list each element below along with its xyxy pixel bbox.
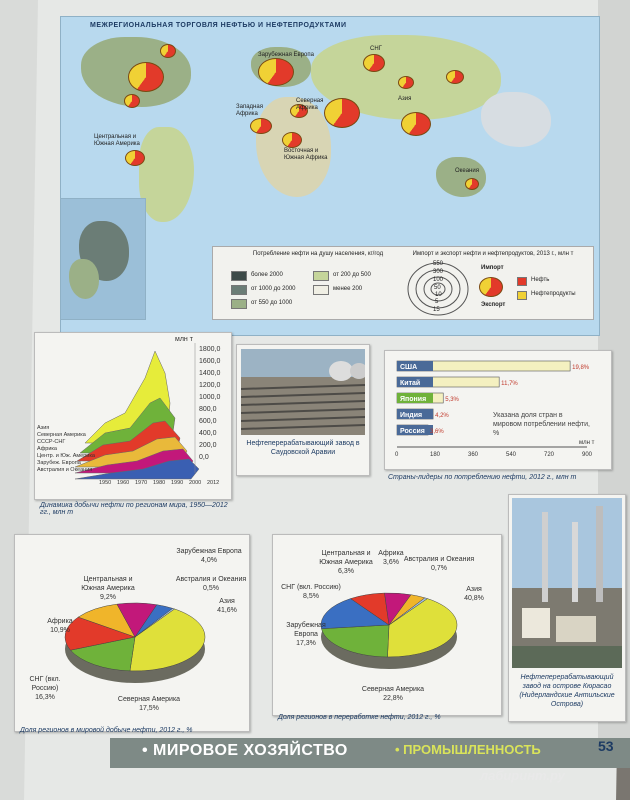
tc-axis-1: 180 xyxy=(430,452,441,458)
prod-ytick-7: 400,0 xyxy=(199,430,217,437)
footer-section: • МИРОВОЕ ХОЗЯЙСТВО xyxy=(142,742,348,759)
legend-swatch-1 xyxy=(231,271,247,281)
prod-region-4: Центр. и Юж. Америка xyxy=(37,453,95,459)
refinery-photo-curacao xyxy=(512,498,622,668)
prod-ytick-2: 1400,0 xyxy=(199,370,221,377)
pie1-caption: Доля регионов в мировой добыче нефти, 2012 г., % xyxy=(20,727,193,734)
pie-oceania xyxy=(465,178,479,190)
oil-label: Нефть xyxy=(531,277,550,283)
legend-pie-icon xyxy=(479,277,503,297)
scale-300: 300 xyxy=(433,269,444,275)
import-label: Импорт xyxy=(481,265,504,271)
legend-label-2: от 1000 до 2000 xyxy=(251,286,296,292)
pie-canada xyxy=(160,44,176,58)
legend-swatch-3 xyxy=(231,299,247,309)
oil-swatch xyxy=(517,277,527,286)
consumer-label-0: США xyxy=(400,364,418,371)
region-label-europe: Зарубежная Европа xyxy=(258,52,314,58)
legend-title-trade: Импорт и экспорт нефти и нефтепродуктов, 2013 г., млн т xyxy=(412,251,574,257)
prod-ytick-5: 800,0 xyxy=(199,406,217,413)
legend-swatch-2 xyxy=(231,285,247,295)
pie1-label-oceania: Австралия и Океания 0,5% xyxy=(175,576,247,592)
region-label-south-america: Центральная и Южная Америка xyxy=(94,134,140,147)
prod-region-1: Северная Америка xyxy=(37,432,86,438)
consumer-label-2: Япония xyxy=(400,396,427,403)
prod-ytick-9: 0,0 xyxy=(199,454,209,461)
photo2-card xyxy=(508,494,626,722)
australia xyxy=(436,157,486,197)
pie-north-america xyxy=(128,62,164,92)
top-consumers-card xyxy=(384,350,612,470)
pie-mexico xyxy=(124,94,140,108)
tc-axis-5: 900 xyxy=(582,452,593,458)
pie-china xyxy=(398,76,414,89)
europe-inset-map xyxy=(60,198,146,320)
prod-region-2: СССР-СНГ xyxy=(37,439,66,445)
pie1-card xyxy=(14,534,250,732)
top-consumers-bar-chart xyxy=(385,351,611,469)
top-consumers-note: Указана доля стран в мировом потреблении нефти, % xyxy=(493,412,590,437)
production-chart-card xyxy=(34,332,232,500)
prod-region-6: Австралия и Океания xyxy=(37,467,93,473)
pie2-label-africa: Африка 3,6% xyxy=(378,550,404,566)
pie2-caption: Доля регионов в переработке нефти, 2012 г., % xyxy=(278,714,441,721)
pie-cis xyxy=(363,54,385,72)
pie1-label-asia: Азия 41,6% xyxy=(217,598,237,614)
prod-ytick-3: 1200,0 xyxy=(199,382,221,389)
pie2-label-asia: Азия 40,8% xyxy=(464,586,484,602)
region-label-cis: СНГ xyxy=(370,46,382,52)
tc-axis-2: 360 xyxy=(468,452,479,458)
consumer-share-4: 3,6% xyxy=(430,429,444,435)
legend-label-1: более 2000 xyxy=(251,272,283,278)
scale-15: 15 xyxy=(433,307,440,313)
top-consumers-caption: Страны-лидеры по потреблению нефти, 2012 г., млн т xyxy=(388,474,577,481)
pie1-label-europe: Зарубежная Европа 4,0% xyxy=(176,548,242,564)
tc-axis-3: 540 xyxy=(506,452,517,458)
prod-xtick-2: 1970 xyxy=(135,480,148,486)
pie-west-africa xyxy=(250,118,272,134)
pie-asia xyxy=(401,112,431,136)
products-swatch xyxy=(517,291,527,300)
pie2-label-europe: Зарубежная Европа 17,3% xyxy=(286,622,326,647)
legend-title-consumption: Потребление нефти на душу населения, кг/год xyxy=(252,251,384,257)
scale-10: 10 xyxy=(435,292,442,298)
scale-5: 5 xyxy=(435,299,439,305)
photo2-caption: Нефтеперерабатывающий завод на острове Кюрасао (Нидерландские Антильские Острова) xyxy=(519,674,615,708)
pie1-label-namerica: Северная Америка 17,5% xyxy=(117,696,181,712)
prod-ytick-4: 1000,0 xyxy=(199,394,221,401)
consumer-label-4: Россия xyxy=(400,428,425,435)
pie-europe xyxy=(258,58,294,86)
photo1-caption: Нефтеперерабатывающий завод в Саудовской Аравии xyxy=(246,440,360,456)
pie2-card xyxy=(272,534,502,716)
scale-550: 550 xyxy=(433,261,444,267)
region-label-oceania: Океания xyxy=(455,168,479,174)
pie1-label-africa: Африка 10,9% xyxy=(47,618,73,634)
consumer-label-3: Индия xyxy=(400,412,423,419)
pie1-label-cis: СНГ (вкл. Россию) 16,3% xyxy=(29,676,61,701)
prod-ytick-6: 600,0 xyxy=(199,418,217,425)
refinery-photo-saudi xyxy=(241,349,365,435)
legend-label-4: от 200 до 500 xyxy=(333,272,371,278)
prod-region-0: Азия xyxy=(37,425,50,431)
prod-region-5: Зарубеж. Европа xyxy=(37,460,81,466)
region-label-east-africa: Восточная и Южная Африка xyxy=(284,148,328,161)
map-title: МЕЖРЕГИОНАЛЬНАЯ ТОРГОВЛЯ НЕФТЬЮ И НЕФТЕПРОДУКТАМИ xyxy=(90,22,347,29)
products-label: Нефтепродукты xyxy=(531,291,576,297)
region-label-north-africa: Северная Африка xyxy=(296,98,324,111)
consumer-share-1: 11,7% xyxy=(501,381,518,387)
pie2-label-namerica: Северная Америка 22,8% xyxy=(361,686,425,702)
export-label: Экспорт xyxy=(481,302,506,308)
scale-100: 100 xyxy=(433,277,444,283)
consumer-share-3: 4,2% xyxy=(435,413,449,419)
photo1-card xyxy=(236,344,370,476)
legend-label-3: от 550 до 1000 xyxy=(251,300,293,306)
top-consumers-unit: млн т xyxy=(579,440,595,446)
pie2-label-cis: СНГ (вкл. Россию) 8,5% xyxy=(281,584,341,600)
region-label-west-africa: Западная Африка xyxy=(236,104,263,117)
labirint-logo: лабиринт.ру xyxy=(480,768,565,783)
prod-xtick-0: 1950 xyxy=(99,480,112,486)
prod-unit: млн т xyxy=(175,336,193,343)
pie2-label-oceania: Австралия и Океания 0,7% xyxy=(403,556,475,572)
pie-south-america xyxy=(125,150,145,166)
pie-east-africa xyxy=(282,132,302,148)
consumer-share-2: 5,3% xyxy=(445,397,459,403)
prod-ytick-0: 1800,0 xyxy=(199,346,221,353)
page-number: 53 xyxy=(598,738,614,754)
legend-swatch-5 xyxy=(313,285,329,295)
prod-xtick-3: 1980 xyxy=(153,480,166,486)
production-chart-caption: Динамика добычи нефти по регионам мира, 1950—2012 гг., млн т xyxy=(40,502,228,516)
region-label-asia: Азия xyxy=(398,96,412,102)
consumer-share-0: 19,8% xyxy=(572,365,590,371)
footer-subsection: • ПРОМЫШЛЕННОСТЬ xyxy=(395,742,541,757)
tc-axis-4: 720 xyxy=(544,452,555,458)
consumer-label-1: Китай xyxy=(400,380,421,387)
tc-axis-0: 0 xyxy=(395,452,399,458)
prod-ytick-1: 1600,0 xyxy=(199,358,221,365)
legend-label-5: менее 200 xyxy=(333,286,363,292)
map-legend xyxy=(212,246,594,320)
prod-xtick-5: 2000 xyxy=(189,480,202,486)
scale-50: 50 xyxy=(434,285,441,291)
inset-region xyxy=(481,92,551,147)
prod-xtick-6: 2012 xyxy=(207,480,220,486)
prod-xtick-4: 1990 xyxy=(171,480,184,486)
pie2-label-latam: Центральная и Южная Америка 6,3% xyxy=(319,550,373,575)
prod-region-3: Африка xyxy=(37,446,57,452)
pie-japan xyxy=(446,70,464,84)
prod-xtick-1: 1960 xyxy=(117,480,130,486)
legend-swatch-4 xyxy=(313,271,329,281)
pie1-label-latam: Центральная и Южная Америка 9,2% xyxy=(81,576,135,601)
prod-ytick-8: 200,0 xyxy=(199,442,217,449)
